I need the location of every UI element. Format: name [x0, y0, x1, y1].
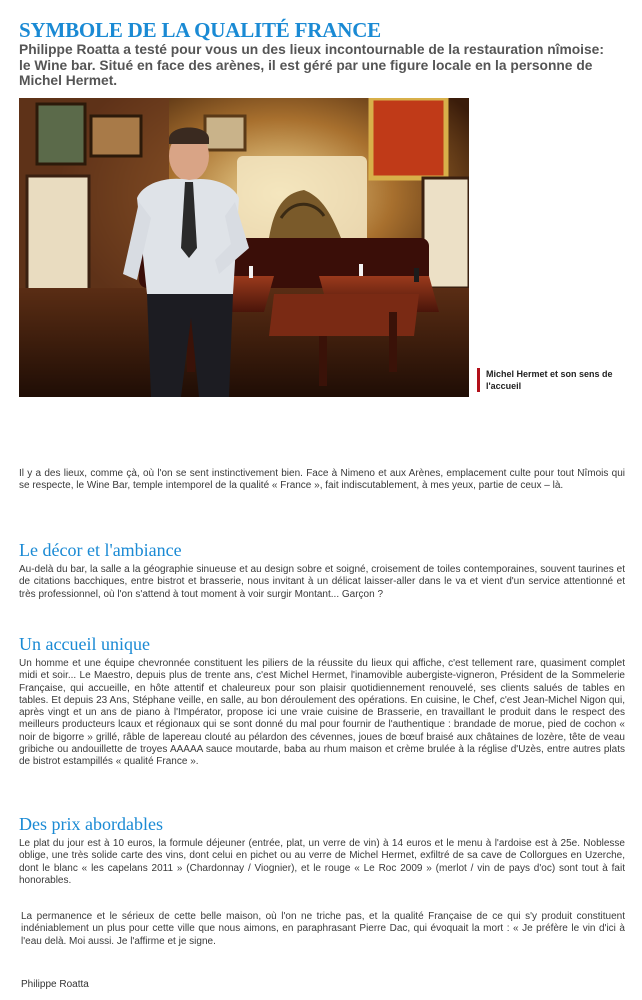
- section-heading-decor: Le décor et l'ambiance: [19, 540, 182, 560]
- article-photo: [19, 98, 469, 397]
- article-title: SYMBOLE DE LA QUALITÉ FRANCE: [19, 18, 381, 42]
- section-heading-accueil: Un accueil unique: [19, 634, 150, 654]
- article-lead: Philippe Roatta a testé pour vous un des lieux incontournable de la restauration nîmoise: le Wine bar. Situé en face des arènes, il est géré par une figure locale en la personne de Michel Hermet.: [19, 42, 604, 88]
- section-text-prix: Le plat du jour est à 10 euros, la formule déjeuner (entrée, plat, un verre de vin) à 14 euros et le menu à l'ardoise est à 25e. Noblesse oblige, une très solide carte des vins, dont celui en pichet ou au verre de Michel Hermet, exfiltré de sa cave de Collorgues en Uzerche, dont le blanc « les capelans 2011 » (Chardonnay / Viognier), et le rouge « Le Roc 2009 » (merlot / vin de pays d'oc) sont tout à fait honorables.: [19, 838, 625, 886]
- author-signature: Philippe Roatta: [21, 979, 89, 990]
- conclusion-paragraph: La permanence et le sérieux de cette belle maison, où l'on ne triche pas, et la qualité Française de ce qui s'y produit constituent indéniablement un plus pour cette ville que nous aimons, en paraphrasant Pierre Dac, qui évoquait la mort : « Je préfère le vin d'ici à l'eau delà. Moi aussi. Je l'affirme et je signe.: [21, 911, 625, 947]
- section-heading-prix: Des prix abordables: [19, 814, 163, 834]
- intro-paragraph: Il y a des lieux, comme çà, où l'on se sent instinctivement bien. Face à Nimeno et aux Arènes, emplacement culte pour tout Nîmois qui se respecte, le Wine Bar, temple intemporel de la qualité « France », fait indiscutablement, à mes yeux, partie de ceux – là.: [19, 468, 625, 492]
- photo-caption: Michel Hermet et son sens de l'accueil: [477, 368, 636, 392]
- section-text-decor: Au-delà du bar, la salle a la géographie sinueuse et au design sobre et soigné, croisement de toiles contemporaines, souvent taurines et de citations bacchiques, entre bistrot et brasserie, nous invitant à un délicat laisser-aller dans le va et vient d'un service attentionné et très professionnel, où l'on s'attend à tout moment à voir surgir Montant... Garçon ?: [19, 564, 625, 600]
- photo-illustration: [19, 98, 469, 397]
- section-text-accueil: Un homme et une équipe chevronnée constituent les piliers de la réussite du lieux qui affiche, c'est tellement rare, quasiment complet midi et soir... Le Maestro, depuis plus de trente ans, c'est Michel Hermet, l'inamovible aubergiste-vigneron, Président de la Sommelerie Française, qui accueille, en hôte attentif et chaleureux pour son plaisir quotidiennement renouvelé, ses clients salués de tables en tables. Et depuis 23 Ans, Stéphane veille, en salle, au bon déroulement des opérations. En cuisine, le Chef, c'est Jean-Michel Nigon qui, après vingt et un ans de piano à l'Impérator, propose ici une vraie cuisine de Brasserie, en travaillant le produit dans le respect des meilleurs producteurs lcaux et régionaux qui se sont donné du mal pour fournir de l'authentique : brandade de morue, pied de cochon « noir de bigorre » grillé, râble de lapereau clouté au pélardon des cévennes, joues de bœuf braisé aux châtaines de lozère, tête de veau gribiche ou andouillette de troyes AAAAA sauce moutarde, baba au rhum maison et crème brulée à la réglise d'Uzès, entre autres plats de bistrot estampillés « qualité France ».: [19, 658, 625, 768]
